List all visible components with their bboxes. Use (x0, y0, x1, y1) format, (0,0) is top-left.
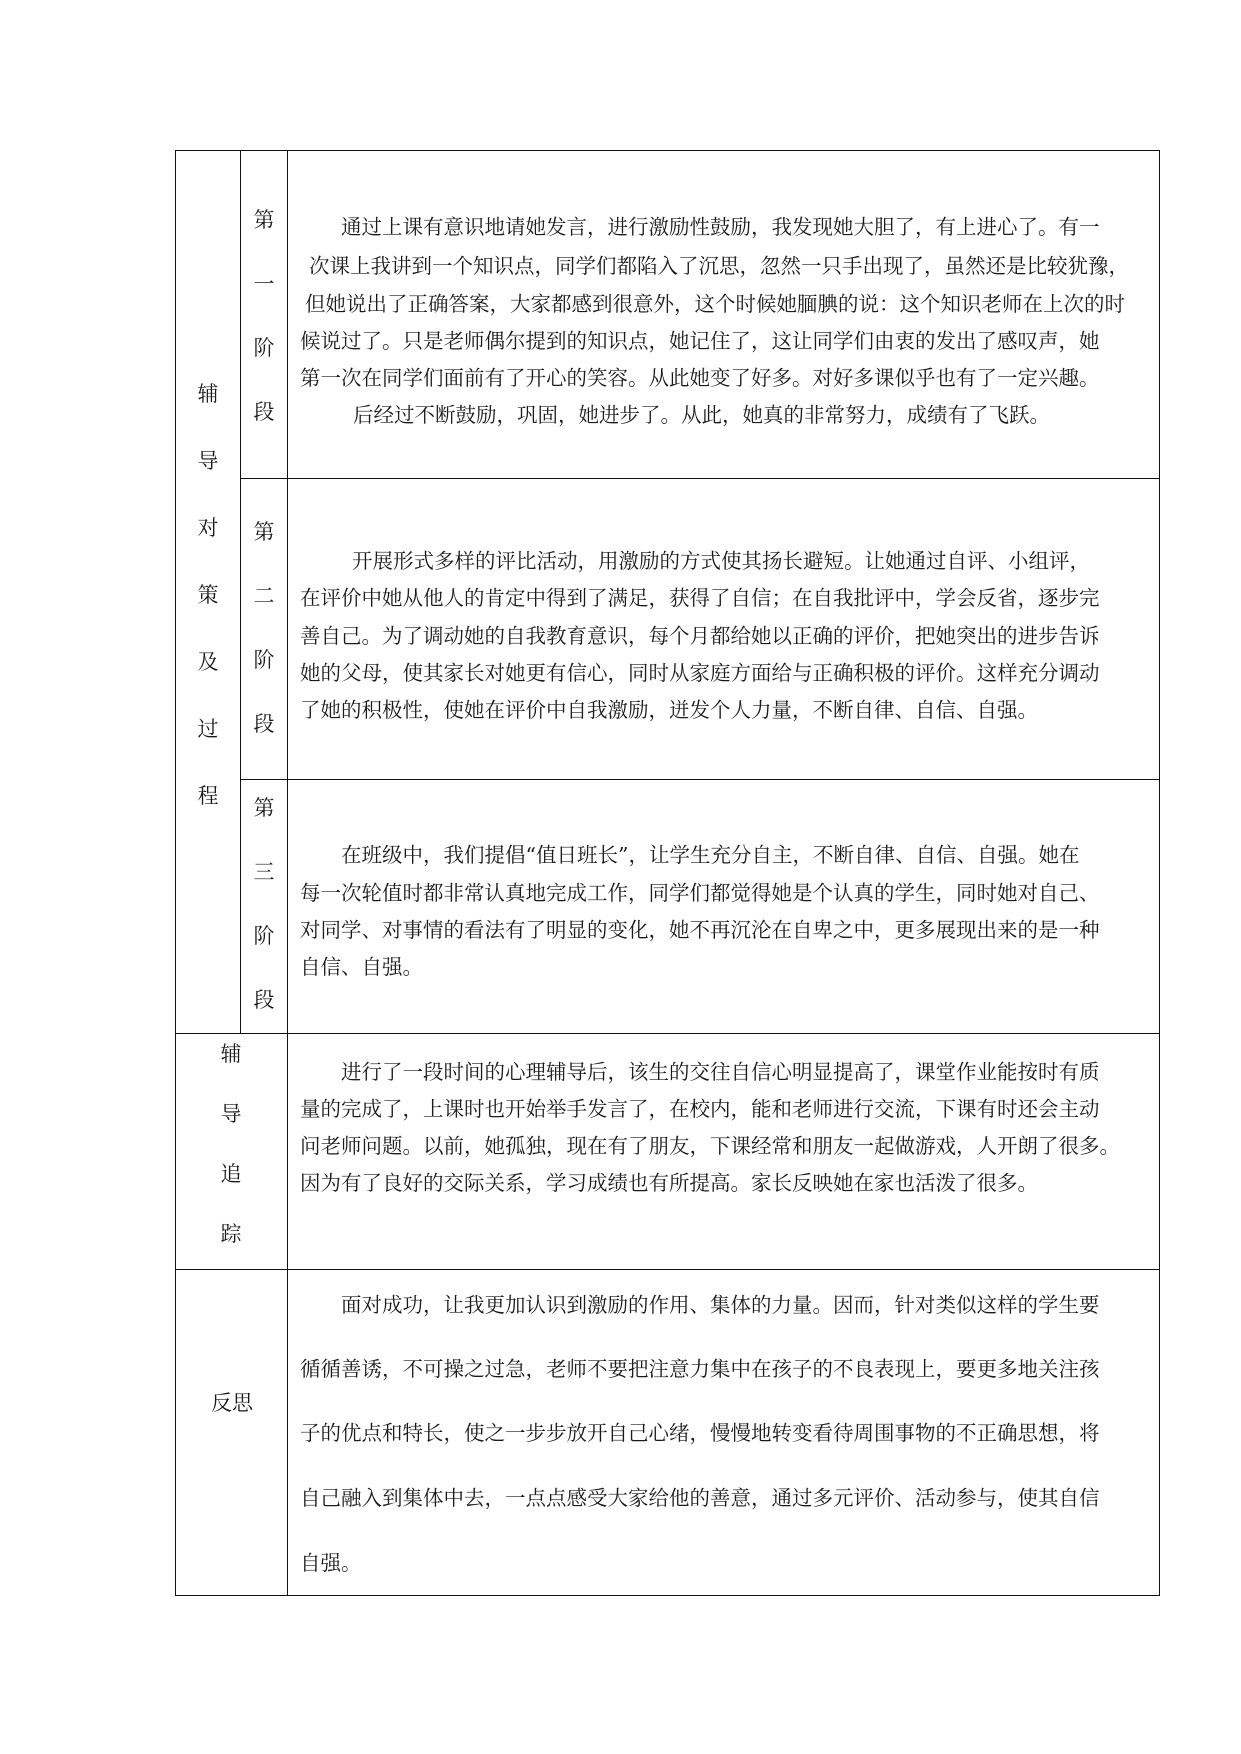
section-label-char: 程 (197, 784, 219, 808)
text-line: 在班级中，我们提倡“值日班长”，让学生充分自主，不断自律、自信、自强。她在 (341, 843, 1080, 867)
stage-divider-1 (240, 478, 1160, 479)
text-line: 进行了一段时间的心理辅导后，该生的交往自信心明显提高了，课堂作业能按时有质 (341, 1060, 1100, 1084)
text-line: 但她说出了正确答案，大家都感到很意外，这个时候她腼腆的说：这个知识老师在上次的时 (305, 292, 1125, 316)
text-line: 自信、自强。 (300, 955, 423, 979)
reflection-label: 反思 (211, 1391, 253, 1415)
text-line: 善自己。为了调动她的自我教育意识，每个月都给她以正确的评价，把她突出的进步告诉 (300, 624, 1100, 648)
table-border-left (175, 150, 176, 1596)
stage-3-label: 第 三 阶 段 (253, 796, 275, 1012)
text-line: 候说过了。只是老师偶尔提到的知识点，她记住了，这让同学们由衷的发出了感叹声，她 (300, 329, 1100, 353)
section-label-char: 过 (197, 717, 219, 741)
table-border-bottom (175, 1595, 1160, 1596)
tracking-row-divider (175, 1033, 1160, 1034)
section-label-char: 导 (197, 449, 219, 473)
section-label-char: 对 (197, 516, 219, 540)
text-line: 子的优点和特长，使之一步步放开自己心绪，慢慢地转变看待周围事物的不正确思想，将 (300, 1421, 1100, 1445)
table-border-right (1159, 150, 1160, 1596)
stage-column-divider (240, 150, 241, 1033)
text-line: 问老师问题。以前，她孤独，现在有了朋友，下课经常和朋友一起做游戏，人开朗了很多。 (300, 1134, 1120, 1158)
text-line: 自己融入到集体中去，一点点感受大家给他的善意，通过多元评价、活动参与，使其自信 (300, 1486, 1100, 1510)
section-label (188, 378, 228, 847)
stage-divider-2 (240, 779, 1160, 780)
text-line: 她的父母，使其家长对她更有信心，同时从家庭方面给与正确积极的评价。这样充分调动 (300, 661, 1100, 685)
text-line: 通过上课有意识地请她发言，进行激励性鼓励，我发现她大胆了，有上进心了。有一 (341, 215, 1100, 239)
text-line: 在评价中她从他人的肯定中得到了满足，获得了自信；在自我批评中，学会反省，逐步完 (300, 586, 1100, 610)
text-line: 面对成功，让我更加认识到激励的作用、集体的力量。因而，针对类似这样的学生要 (341, 1293, 1100, 1317)
tracking-label: 辅 导 追 踪 (220, 1042, 242, 1246)
section-label-char: 及 (197, 650, 219, 674)
text-line: 循循善诱，不可操之过急，老师不要把注意力集中在孩子的不良表现上，要更多地关注孩 (300, 1357, 1100, 1381)
stage-2-label: 第 二 阶 段 (253, 520, 275, 736)
text-line: 对同学、对事情的看法有了明显的变化，她不再沉沦在自卑之中，更多展现出来的是一种 (300, 918, 1100, 942)
text-line: 后经过不断鼓励，巩固，她进步了。从此，她真的非常努力，成绩有了飞跃。 (353, 403, 1050, 427)
text-line: 次课上我讲到一个知识点，同学们都陷入了沉思，忽然一只手出现了，虽然还是比较犹豫， (309, 254, 1129, 278)
text-line: 了她的积极性，使她在评价中自我激励，迸发个人力量，不断自律、自信、自强。 (300, 698, 1038, 722)
text-line: 量的完成了，上课时也开始举手发言了，在校内，能和老师进行交流，下课有时还会主动 (300, 1097, 1100, 1121)
table-border-top (175, 150, 1160, 151)
text-line: 因为有了良好的交际关系，学习成绩也有所提高。家长反映她在家也活泼了很多。 (300, 1171, 1038, 1195)
text-line: 每一次轮值时都非常认真地完成工作，同学们都觉得她是个认真的学生，同时她对自己、 (300, 881, 1100, 905)
section-label-char: 辅 (197, 382, 219, 406)
reflection-row-divider (175, 1269, 1160, 1270)
text-line: 自强。 (300, 1551, 362, 1575)
stage-1-label: 第 一 阶 段 (253, 208, 275, 424)
text-line: 第一次在同学们面前有了开心的笑容。从此她变了好多。对好多课似乎也有了一定兴趣。 (300, 366, 1100, 390)
text-line: 开展形式多样的评比活动，用激励的方式使其扬长避短。让她通过自评、小组评， (352, 549, 1090, 573)
section-label-char: 策 (197, 583, 219, 607)
content-column-divider (287, 150, 288, 1596)
